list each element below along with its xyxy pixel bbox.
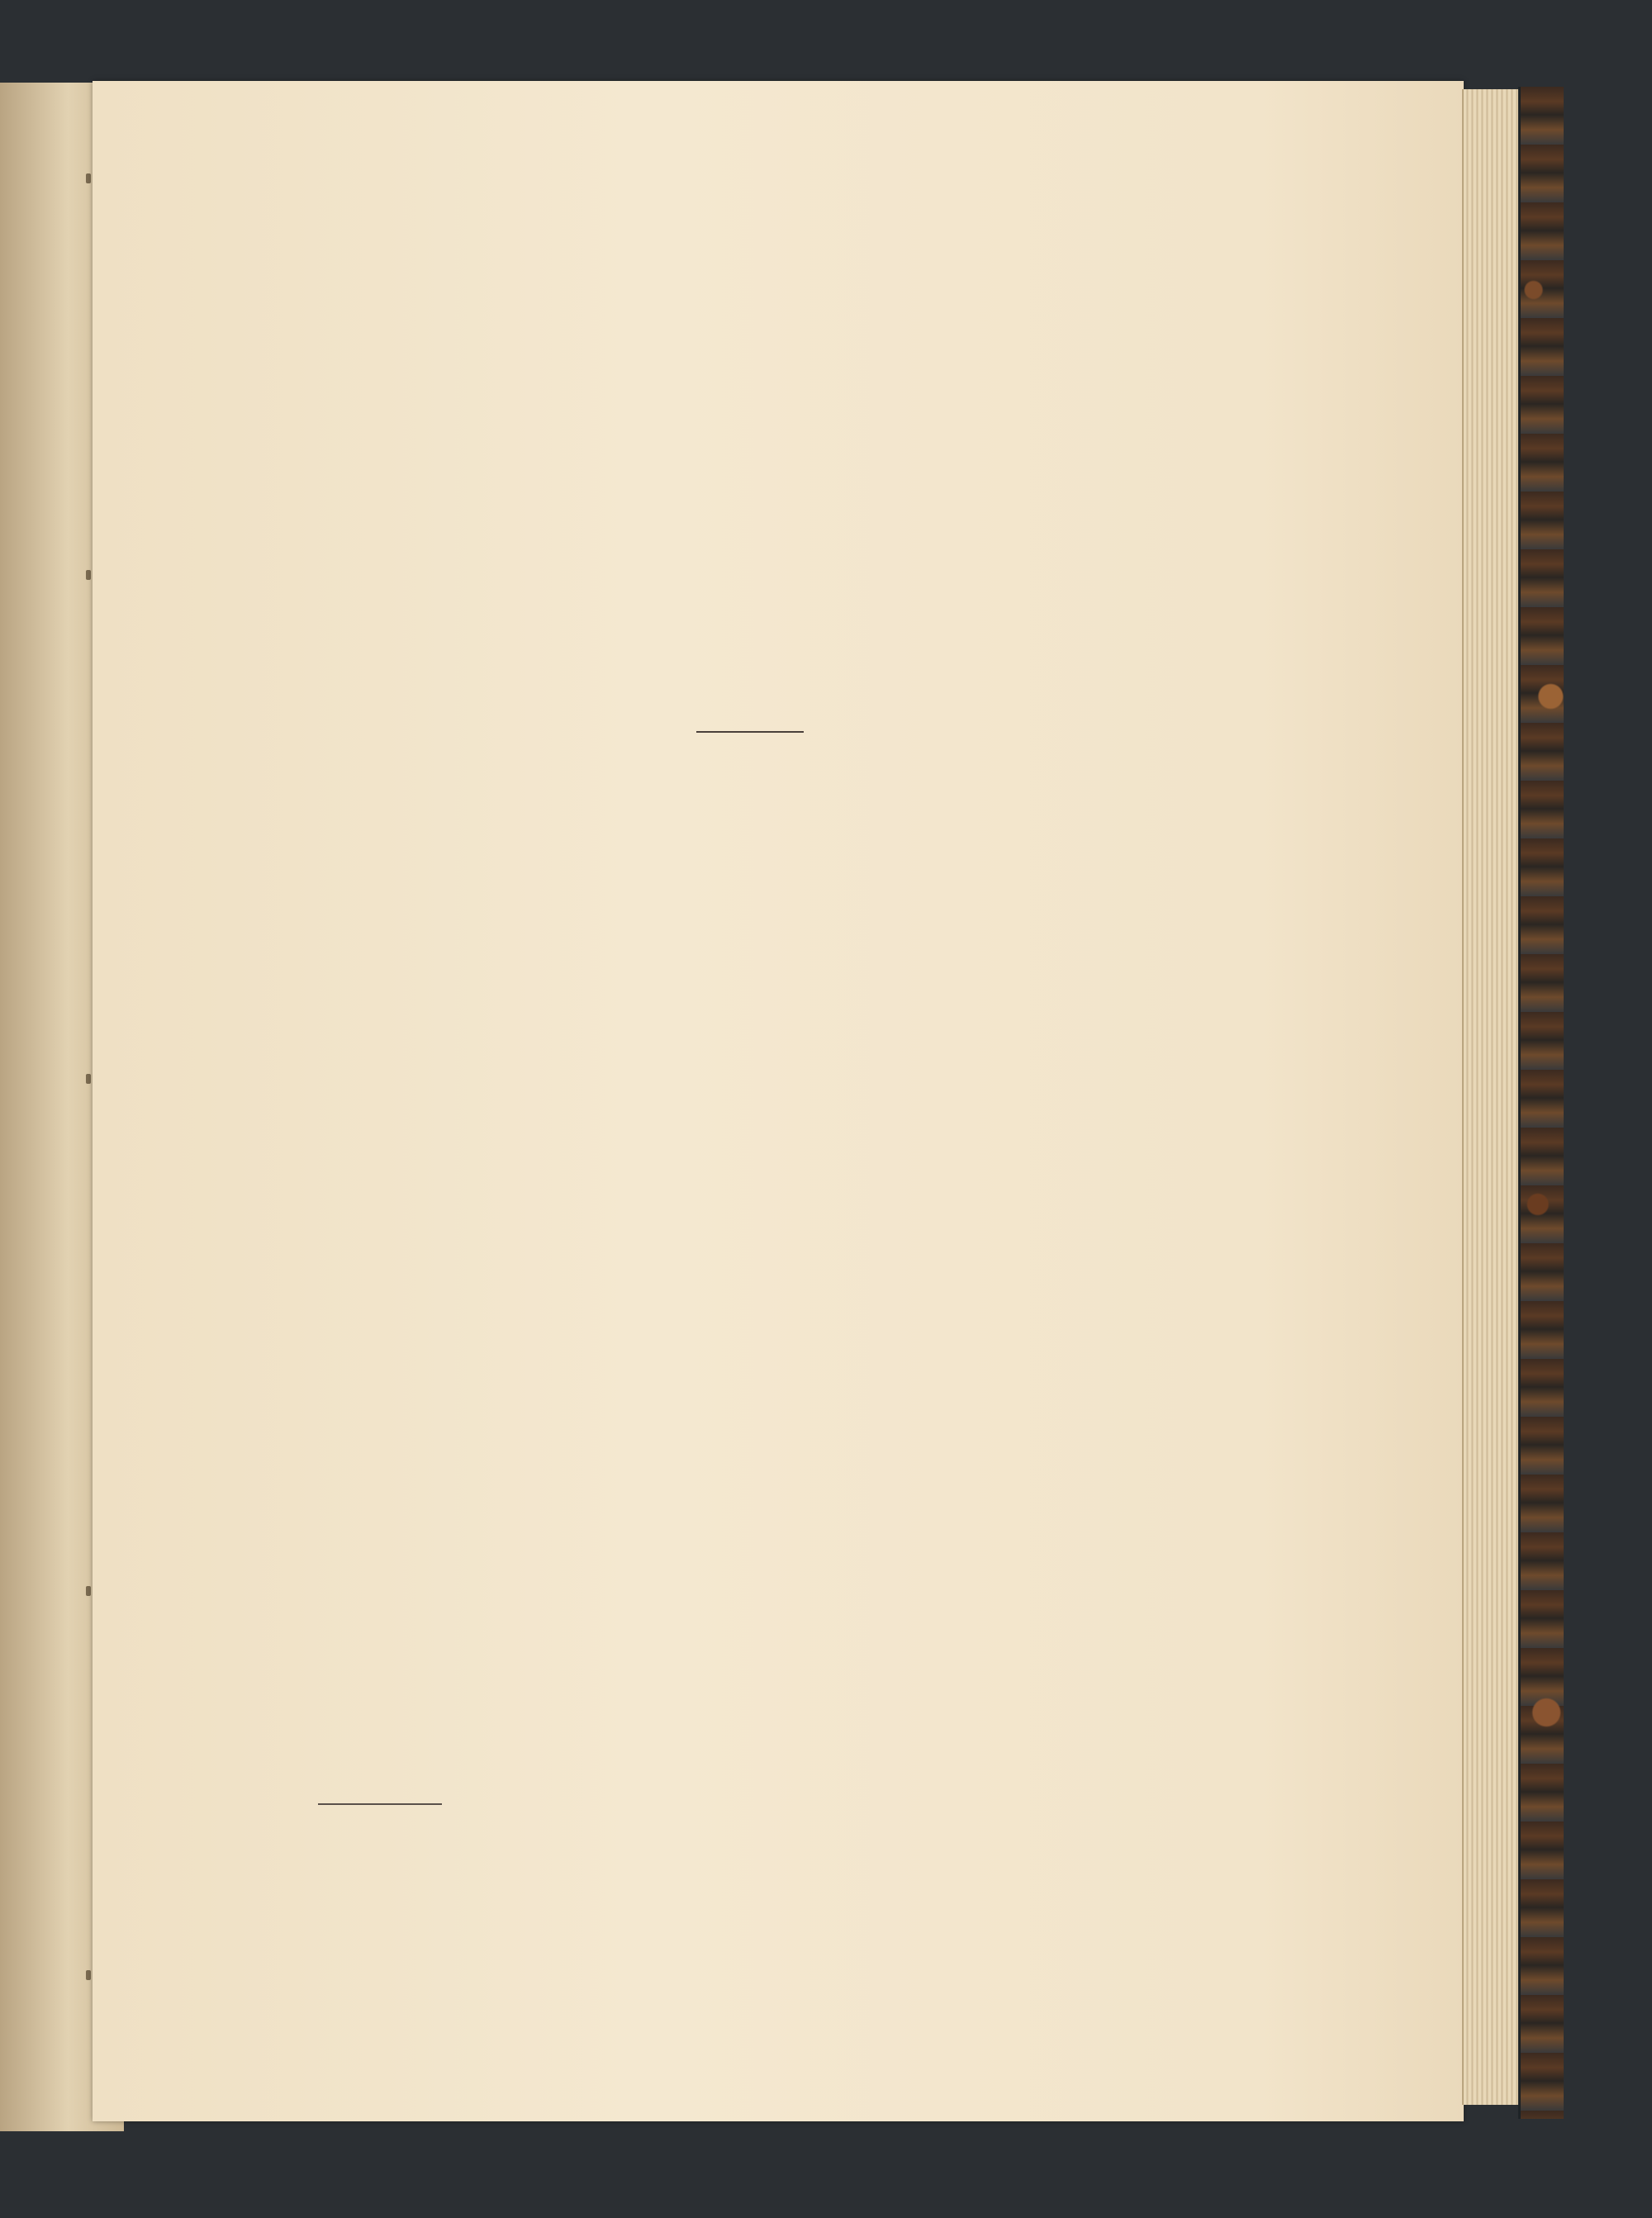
page-mark: [86, 1074, 91, 1084]
footnote: [326, 1809, 1227, 1842]
title-rule: [696, 731, 804, 733]
page-mark: [86, 570, 91, 580]
page-edges: [1462, 89, 1521, 2105]
footnote-rule: [318, 1803, 442, 1805]
page-mark: [86, 1586, 91, 1596]
page-mark: [86, 173, 91, 183]
page-mark: [86, 1970, 91, 1980]
book-cover: [1518, 87, 1564, 2119]
